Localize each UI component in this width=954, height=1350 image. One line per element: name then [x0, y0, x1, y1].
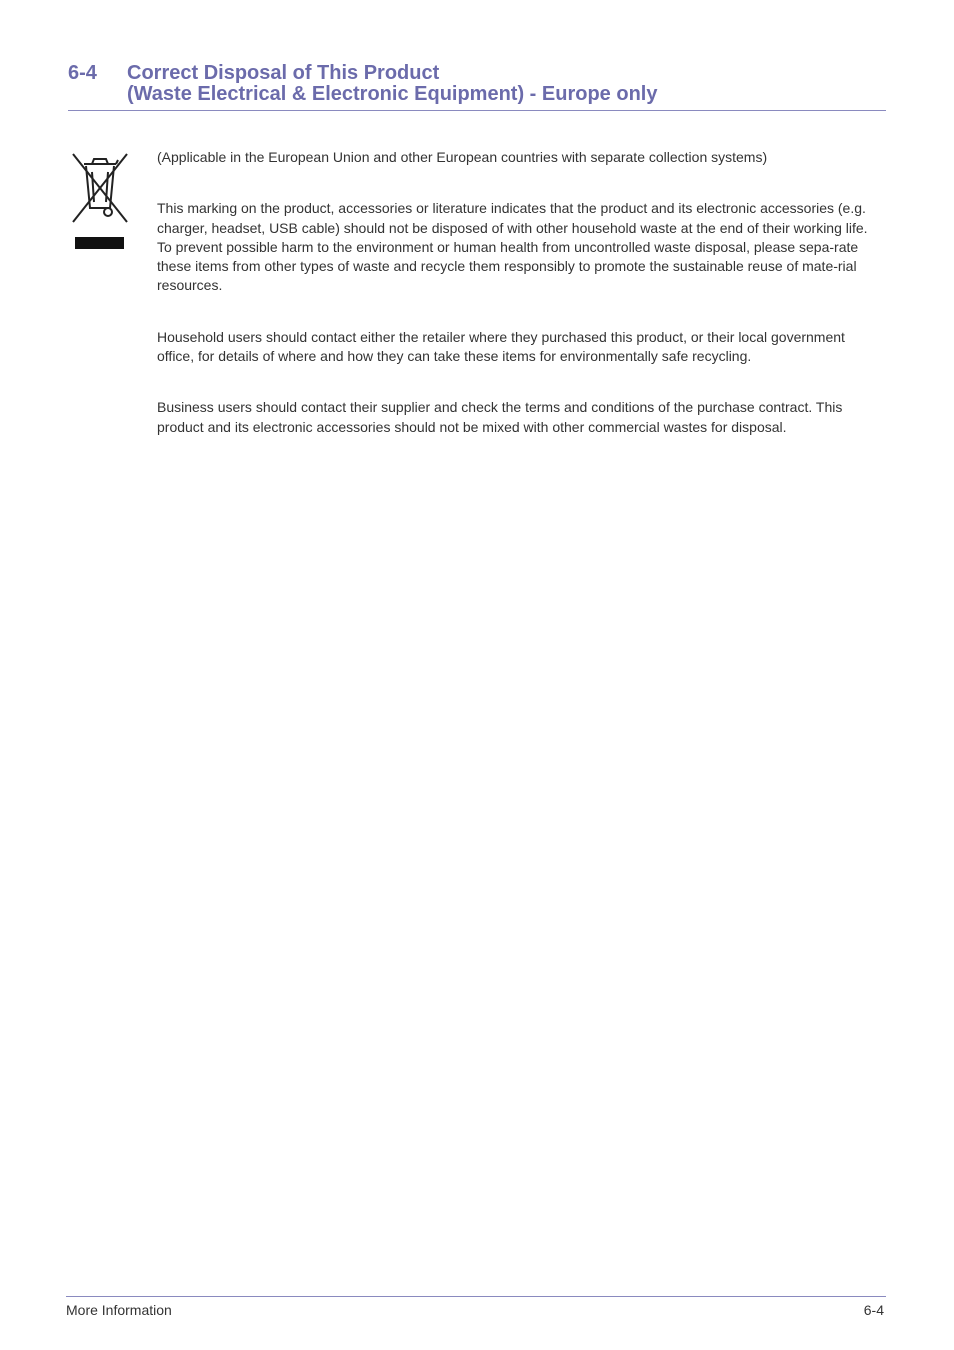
section-title-line1: Correct Disposal of This Product — [127, 62, 440, 84]
section-header — [68, 63, 886, 111]
page-footer — [66, 1296, 886, 1318]
paragraph-business-users: Business users should contact their supplier and check the terms and conditions of the purchase contract. This product and its electronic accessories should not be mixed with other commercial wastes for disposal. — [157, 399, 843, 435]
disposal-content — [157, 148, 885, 469]
section-title-line2: (Waste Electrical & Electronic Equipment) - Europe only — [127, 83, 658, 105]
paragraph-applicability: (Applicable in the European Union and other European countries with separate collection systems) — [157, 149, 768, 165]
crossed-out-wheelie-bin-icon — [68, 150, 132, 252]
section-number: 6-4 — [68, 62, 97, 84]
paragraph-household-users: Household users should contact either the retailer where they purchased this product, or their local government office, for details of where and how they can take these items for environmentally safe recycling. — [157, 328, 845, 365]
paragraph-marking: This marking on the product, accessories or literature indicates that the product and its electronic accessories (e.g. charger, headset, USB cable) should not be disposed of with other household waste at the end of their working life. To prevent possible harm to the environment or human health from uncontrolled waste disposal, please sepa-rate these items from other types of waste and recycle them responsibly to promote the sustainable reuse of mate-rial resources. — [157, 200, 868, 294]
footer-page-number: 6-4 — [863, 1302, 884, 1318]
section-title — [127, 63, 657, 105]
footer-section-label: More Information — [66, 1302, 172, 1318]
